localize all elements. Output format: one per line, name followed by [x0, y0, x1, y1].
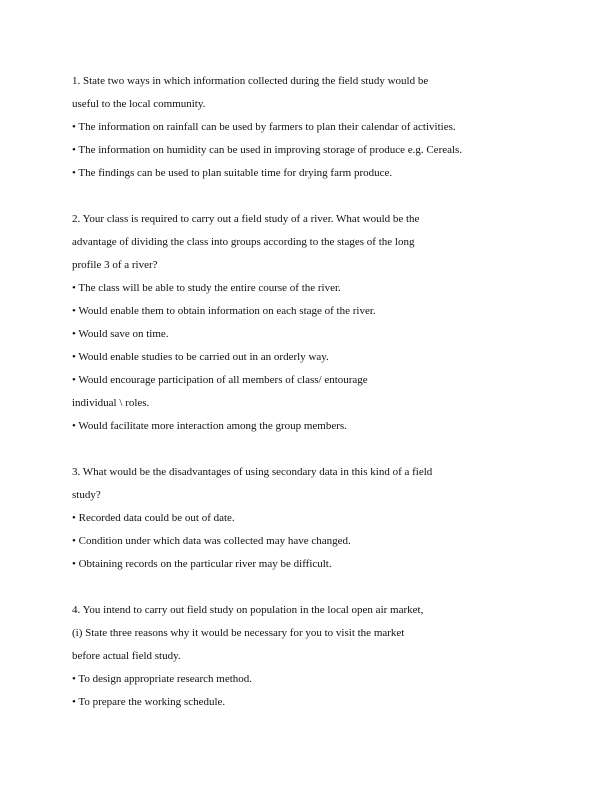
- question-text: profile 3 of a river?: [72, 259, 158, 271]
- answer-bullet: • Obtaining records on the particular river may be difficult.: [72, 558, 332, 570]
- answer-bullet: • Would facilitate more interaction among the group members.: [72, 420, 347, 432]
- section-spacer: [72, 185, 542, 208]
- question-section-4: [72, 599, 542, 714]
- answer-bullet: • The information on rainfall can be used by farmers to plan their calendar of activities.: [72, 121, 456, 133]
- answer-bullet: • The information on humidity can be used in improving storage of produce e.g. Cereals.: [72, 144, 463, 156]
- question-text: (i) State three reasons why it would be necessary for you to visit the market: [72, 627, 405, 639]
- answer-bullet: • To prepare the working schedule.: [72, 696, 226, 708]
- question-text: 1. State two ways in which information collected during the field study would be: [72, 75, 429, 87]
- answer-bullet: • The findings can be used to plan suitable time for drying farm produce.: [72, 167, 393, 179]
- question-text: study?: [72, 489, 101, 501]
- answer-bullet: • Recorded data could be out of date.: [72, 512, 235, 524]
- question-text: advantage of dividing the class into groups according to the stages of the long: [72, 236, 415, 248]
- question-text: 4. You intend to carry out field study on population in the local open air market,: [72, 604, 424, 616]
- answer-bullet: • The class will be able to study the entire course of the river.: [72, 282, 341, 294]
- answer-bullet: • To design appropriate research method.: [72, 673, 253, 685]
- question-text: before actual field study.: [72, 650, 181, 662]
- question-section-2: [72, 208, 542, 438]
- section-spacer: [72, 576, 542, 599]
- question-text: 3. What would be the disadvantages of using secondary data in this kind of a field: [72, 466, 433, 478]
- answer-continuation: individual \ roles.: [72, 397, 150, 409]
- question-section-1: [72, 70, 542, 185]
- answer-bullet: • Condition under which data was collected may have changed.: [72, 535, 351, 547]
- answer-bullet: • Would enable studies to be carried out in an orderly way.: [72, 351, 329, 363]
- question-text: 2. Your class is required to carry out a field study of a river. What would be the: [72, 213, 420, 225]
- answer-bullet: • Would save on time.: [72, 328, 169, 340]
- question-section-3: [72, 461, 542, 576]
- question-text: useful to the local community.: [72, 98, 206, 110]
- answer-bullet: • Would enable them to obtain information on each stage of the river.: [72, 305, 376, 317]
- section-spacer: [72, 438, 542, 461]
- answer-bullet: • Would encourage participation of all members of class/ entourage: [72, 374, 368, 386]
- document-content: [72, 70, 542, 714]
